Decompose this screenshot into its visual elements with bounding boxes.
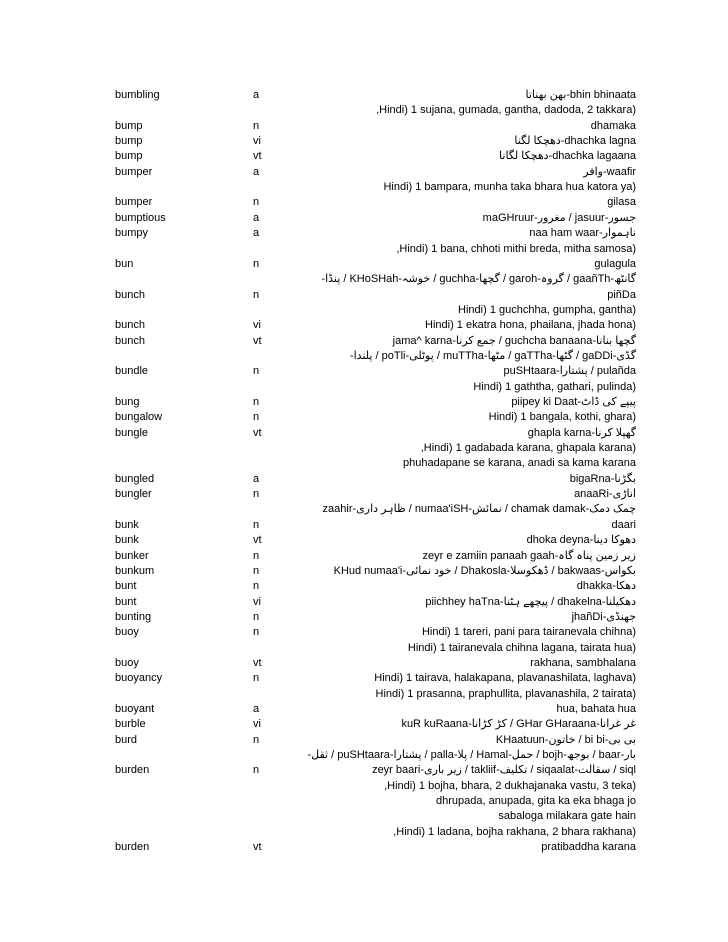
part-of-speech: n: [253, 518, 260, 531]
definition-line: ,Hindi) 1 ladana, bojha rakhana, 2 bhara rakhana): [393, 825, 636, 838]
headword: bunker: [115, 549, 149, 562]
headword: buoyancy: [115, 672, 163, 685]
dictionary-entry: [0, 303, 728, 334]
headword: bump: [115, 150, 143, 163]
definition-block: [276, 579, 636, 594]
dictionary-entry: [0, 625, 728, 640]
headword: buoy: [115, 626, 139, 639]
part-of-speech: a: [253, 702, 260, 715]
definition-line: بھن بھناتا-bhin bhinaata: [525, 89, 636, 101]
part-of-speech: a: [253, 227, 260, 240]
definition-block: [276, 88, 636, 103]
definition-block: [276, 410, 636, 425]
headword: burden: [115, 841, 150, 854]
part-of-speech: n: [253, 196, 260, 209]
definition-line: وافر-waafir: [583, 165, 636, 178]
definition-line: zeyr baari-زیر باری / takliif-تکلیف / siqaalat-سقالت / siql: [372, 764, 636, 777]
dictionary-entry: [0, 334, 728, 349]
headword: bungle: [115, 426, 149, 439]
headword: bunt: [115, 595, 137, 608]
definition-line: piichhey haTna-پیچھے ہٹنا / dhakelna-دھکیلنا: [425, 595, 636, 608]
definition-line: piipey ki Daat-پیپے کی ڈاٹ: [511, 395, 636, 408]
definition-line: zeyr e zamiin panaah gaah-زیر زمین پناہ گاہ: [422, 549, 636, 562]
definition-block: [276, 641, 636, 672]
definition-block: [276, 242, 636, 273]
part-of-speech: a: [253, 89, 260, 101]
dictionary-entry: [0, 134, 728, 149]
definition-line: maGHruur-مغرور / jasuur-جسور: [482, 211, 636, 224]
definition-block: [276, 134, 636, 149]
definition-line: ,Hindi) 1 sujana, gumada, gantha, dadoda, 2 takkara): [376, 104, 636, 117]
definition-block: [276, 687, 636, 718]
definition-line: dhoka deyna-دھوکا دینا: [526, 534, 636, 547]
definition-line: bigaRna-بگڑنا: [569, 472, 636, 485]
part-of-speech: n: [253, 395, 260, 408]
definition-line: دھچکا لگنا-dhachka lagna: [514, 135, 636, 148]
definition-line: -پلندا / poTli-پوٹلی / muTTha-مٹھا / gaTTha-گٹھا / gaDDi-گڈی: [349, 349, 636, 362]
part-of-speech: n: [253, 564, 260, 577]
definition-block: [276, 211, 636, 226]
headword: bun: [115, 257, 134, 270]
part-of-speech: n: [253, 257, 260, 270]
headword: bunch: [115, 334, 145, 347]
headword: bumpy: [115, 227, 149, 240]
definition-line: Hindi) 1 tairanevala chihna lagana, tairata hua): [407, 641, 636, 654]
definition-block: [276, 180, 636, 211]
definition-line: KHaatuun-خاتون / bi bi-بی بی: [495, 733, 636, 746]
definition-block: [276, 487, 636, 502]
definition-block: [276, 149, 636, 164]
definition-block: [276, 441, 636, 487]
dictionary-entry: [0, 717, 728, 732]
definition-line: pratibaddha karana: [541, 841, 636, 854]
definition-line: hua, bahata hua: [556, 702, 636, 715]
definition-block: [276, 226, 636, 241]
definition-line: dhakka-دھکا: [576, 580, 636, 593]
headword: bundle: [115, 365, 149, 378]
dictionary-entry: [0, 549, 728, 564]
definition-block: [276, 303, 636, 334]
definition-line: Hindi) 1 gaththa, gathari, pulinda): [473, 380, 636, 393]
headword: bungled: [115, 472, 155, 485]
dictionary-entry: [0, 211, 728, 226]
part-of-speech: n: [253, 733, 260, 746]
definition-line: -ثقل / puSHtaara-پشتارا / palla-پلا / Hamal-حمل / bojh-بوجھ / baar-بار: [307, 749, 636, 762]
definition-line: kuR kuRaana-کڑ کڑانا / GHar GHaraana-غر غرانا: [401, 718, 636, 731]
definition-line: zaahir-ظاہر داری / numaa'iSH-نمائش / chamak damak-چمک دمک: [322, 503, 636, 516]
part-of-speech: a: [253, 165, 260, 178]
headword: bumper: [115, 165, 153, 178]
headword: bumbling: [115, 89, 160, 101]
dictionary-entry: [0, 502, 728, 533]
definition-line: daari: [611, 518, 636, 531]
dictionary-entry: [0, 564, 728, 579]
definition-block: [276, 502, 636, 533]
dictionary-entry: [0, 103, 728, 134]
headword: bumptious: [115, 211, 166, 224]
dictionary-entry: [0, 487, 728, 502]
definition-line: Hindi) 1 prasanna, praphullita, plavanashila, 2 tairata): [375, 687, 636, 700]
part-of-speech: n: [253, 365, 260, 378]
headword: buoy: [115, 656, 139, 669]
dictionary-entry: [0, 610, 728, 625]
part-of-speech: n: [253, 288, 260, 301]
definition-line: ghapla karna-گھپلا کرنا: [527, 426, 636, 439]
headword: bumper: [115, 196, 153, 209]
part-of-speech: n: [253, 119, 260, 132]
dictionary-entry: [0, 779, 728, 856]
dictionary-entry: [0, 272, 728, 303]
part-of-speech: vt: [253, 656, 262, 669]
headword: bump: [115, 135, 143, 148]
definition-line: rakhana, sambhalana: [530, 656, 636, 669]
part-of-speech: n: [253, 672, 260, 685]
dictionary-entry: [0, 671, 728, 686]
definition-block: [276, 334, 636, 349]
part-of-speech: n: [253, 764, 260, 777]
definition-line: anaaRi-اناڑی: [574, 488, 636, 501]
part-of-speech: vt: [253, 334, 262, 347]
definition-block: [276, 625, 636, 640]
headword: bunting: [115, 610, 152, 623]
definition-line: Hindi) 1 guchchha, gumpha, gantha): [458, 303, 636, 316]
headword: bung: [115, 395, 140, 408]
dictionary-entry: [0, 533, 728, 548]
definition-line: Hindi) 1 ekatra hona, phailana, jhada hona): [425, 319, 636, 332]
part-of-speech: vi: [253, 135, 261, 148]
dictionary-entry: [0, 165, 728, 180]
definition-block: [276, 549, 636, 564]
definition-line: piñDa: [607, 288, 636, 301]
headword: burble: [115, 718, 146, 731]
part-of-speech: vi: [253, 718, 261, 731]
dictionary-entry: [0, 226, 728, 241]
headword: bungler: [115, 488, 152, 501]
headword: bunk: [115, 534, 139, 547]
definition-line: KHud numaa'i-خود نمائی / Dhakosla-ڈھکوسلا / bakwaas-بکواس: [333, 564, 636, 577]
definition-block: [276, 779, 636, 856]
headword: buoyant: [115, 702, 155, 715]
definition-line: ,Hindi) 1 bana, chhoti mithi breda, mitha samosa): [396, 242, 636, 255]
definition-block: [276, 426, 636, 441]
definition-line: gulagula: [594, 257, 636, 270]
dictionary-entry: [0, 180, 728, 211]
headword: bungalow: [115, 411, 163, 424]
dictionary-entry: [0, 349, 728, 380]
dictionary-entry: [0, 733, 728, 748]
definition-line: sabaloga milakara gate hain: [498, 810, 636, 823]
definition-line: jama^ karna-جمع کرنا / guchcha banaana-گچھا بنانا: [392, 334, 636, 347]
definition-block: [276, 103, 636, 134]
part-of-speech: n: [253, 580, 260, 593]
dictionary-entry: [0, 426, 728, 441]
definition-block: [276, 733, 636, 748]
part-of-speech: vt: [253, 534, 262, 547]
definition-line: Hindi) 1 tareri, pani para tairanevala chihna): [421, 626, 636, 639]
dictionary-entry: [0, 748, 728, 779]
dictionary-entry: [0, 441, 728, 487]
part-of-speech: n: [253, 610, 260, 623]
definition-block: [276, 748, 636, 779]
headword: bunch: [115, 288, 145, 301]
part-of-speech: n: [253, 549, 260, 562]
definition-block: [276, 717, 636, 732]
headword: burden: [115, 764, 150, 777]
part-of-speech: vt: [253, 426, 262, 439]
definition-block: [276, 349, 636, 380]
dictionary-entry: [0, 242, 728, 273]
dictionary-entry: [0, 687, 728, 718]
dictionary-entry: [0, 149, 728, 164]
headword: bunt: [115, 580, 137, 593]
part-of-speech: n: [253, 411, 260, 424]
definition-block: [276, 533, 636, 548]
definition-line: -پنڈا / KHoSHah-خوشہ / guchha-گچھا / garoh-گروہ / gaañTh-گانٹھ: [321, 273, 636, 286]
definition-line: ,Hindi) 1 bojha, bhara, 2 dukhajanaka vastu, 3 teka): [384, 779, 636, 792]
part-of-speech: n: [253, 488, 260, 501]
dictionary-entry: [0, 88, 728, 103]
definition-block: [276, 564, 636, 579]
headword: bunch: [115, 319, 145, 332]
part-of-speech: vt: [253, 841, 262, 854]
definition-line: puSHtaara-پشتارا / pulañda: [503, 365, 636, 378]
part-of-speech: a: [253, 472, 260, 485]
part-of-speech: n: [253, 626, 260, 639]
dictionary-entry: [0, 595, 728, 610]
definition-line: phuhadapane se karana, anadi sa kama karana: [402, 457, 636, 470]
definition-block: [276, 272, 636, 303]
headword: bunkum: [115, 564, 155, 577]
headword: bunk: [115, 518, 139, 531]
definition-line: naa ham waar-ناہموار: [529, 227, 636, 240]
definition-line: dhamaka: [590, 119, 636, 132]
part-of-speech: vi: [253, 319, 261, 332]
dictionary-entry: [0, 641, 728, 672]
headword: burd: [115, 733, 138, 746]
definition-line: دھچکا لگانا-dhachka lagaana: [499, 150, 636, 163]
part-of-speech: vi: [253, 595, 261, 608]
headword: bump: [115, 119, 143, 132]
part-of-speech: a: [253, 211, 260, 224]
part-of-speech: vt: [253, 150, 262, 163]
definition-line: gilasa: [607, 196, 636, 209]
definition-line: Hindi) 1 bampara, munha taka bhara hua katora ya): [383, 181, 636, 194]
dictionary-entry: [0, 380, 728, 411]
definition-line: Hindi) 1 bangala, kothi, ghara): [488, 411, 636, 424]
definition-line: jhañDi-جھنڈی: [571, 610, 636, 623]
definition-line: dhrupada, anupada, gita ka eka bhaga jo: [436, 795, 636, 808]
dictionary-entry: [0, 410, 728, 425]
dictionary-entry: [0, 579, 728, 594]
definition-line: Hindi) 1 tairava, halakapana, plavanashilata, laghava): [374, 672, 636, 685]
definition-block: [276, 165, 636, 180]
definition-block: [276, 380, 636, 411]
definition-block: [276, 610, 636, 625]
definition-block: [276, 595, 636, 610]
definition-block: [276, 671, 636, 686]
definition-line: ,Hindi) 1 gadabada karana, ghapala karana): [420, 442, 636, 455]
